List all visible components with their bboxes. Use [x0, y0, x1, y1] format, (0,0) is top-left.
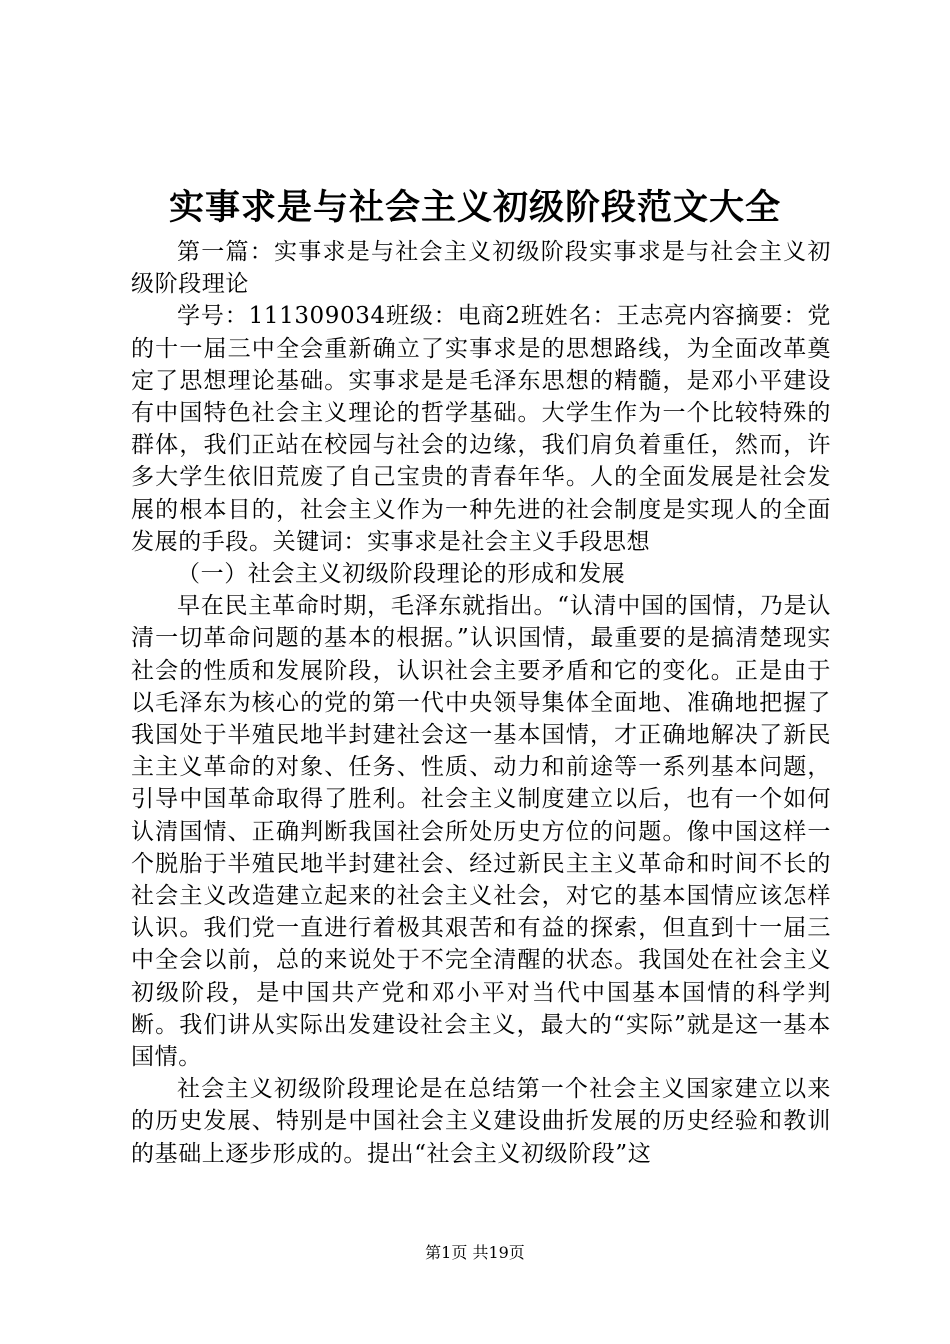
- document-body: [131, 236, 831, 1170]
- page-number-footer: 第1页 共19页: [425, 1243, 525, 1262]
- paragraph-section-heading: 第一篇：实事求是与社会主义初级阶段实事求是与社会主义初级阶段理论: [131, 239, 831, 298]
- document-title: 实事求是与社会主义初级阶段范文大全: [168, 187, 781, 228]
- paragraph-subheading: （一）社会主义初级阶段理论的形成和发展: [177, 561, 626, 588]
- paragraph-body: 社会主义初级阶段理论是在总结第一个社会主义国家建立以来的历史发展、特别是中国社会主义建设曲折发展的历史经验和教训的基础上逐步形成的。提出“社会主义初级阶段”这: [131, 1076, 831, 1167]
- paragraph-abstract: 学号：111309034班级：电商2班姓名：王志亮内容摘要：党的十一届三中全会重新确立了实事求是的思想路线，为全面改革奠定了思想理论基础。实事求是是毛泽东思想的精髓，是邓小平建设有中国特色社会主义理论的哲学基础。大学生作为一个比较特殊的群体，我们正站在校园与社会的边缘，我们肩负着重任，然而，许多大学生依旧荒废了自己宝贵的青春年华。人的全面发展是社会发展的根本目的，社会主义作为一种先进的社会制度是实现人的全面发展的手段。关键词：实事求是社会主义手段思想: [131, 303, 831, 555]
- paragraph-body: 早在民主革命时期，毛泽东就指出。“认清中国的国情，乃是认清一切革命问题的基本的根据。”认识国情，最重要的是搞清楚现实社会的性质和发展阶段，认识社会主要矛盾和它的变化。正是由于以毛泽东为核心的党的第一代中央领导集体全面地、准确地把握了我国处于半殖民地半封建社会这一基本国情，才正确地解决了新民主主义革命的对象、任务、性质、动力和前途等一系列基本问题，引导中国革命取得了胜利。社会主义制度建立以后，也有一个如何认清国情、正确判断我国社会所处历史方位的问题。像中国这样一个脱胎于半殖民地半封建社会、经过新民主主义革命和时间不长的社会主义改造建立起来的社会主义社会，对它的基本国情应该怎样认识。我们党一直进行着极其艰苦和有益的探索，但直到十一届三中全会以前，总的来说处于不完全清醒的状态。我国处在社会主义初级阶段，是中国共产党和邓小平对当代中国基本国情的科学判断。我们讲从实际出发建设社会主义，最大的“实际”就是这一基本国情。: [131, 593, 831, 1071]
